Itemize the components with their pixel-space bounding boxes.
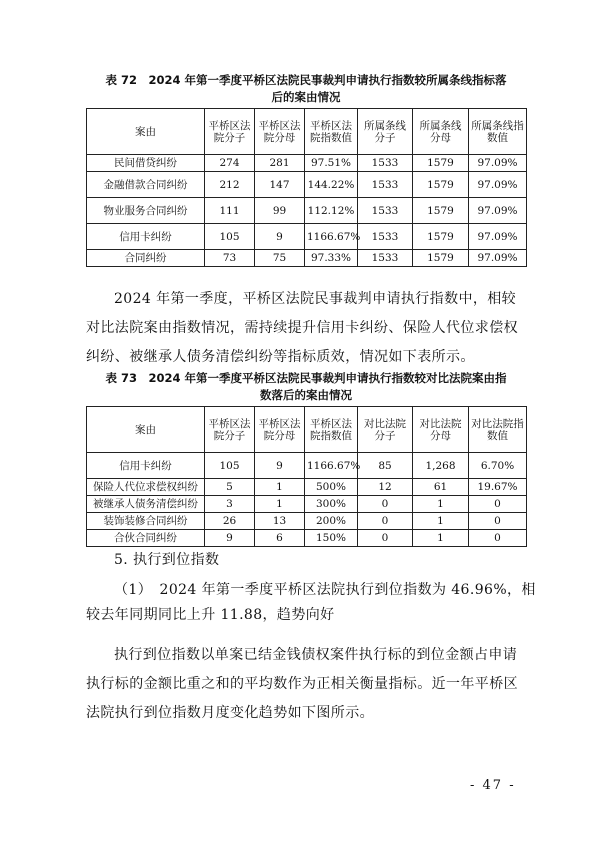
- table-cell: 19.67%: [469, 479, 527, 496]
- row-label-cell: 合伙合同纠纷: [87, 530, 205, 547]
- table-cell: 97.09%: [469, 250, 527, 267]
- table-cell: 3: [205, 496, 255, 513]
- table-cell: 73: [205, 250, 255, 267]
- table-73-caption-line2: 数落后的案由情况: [260, 388, 352, 402]
- table-cell: 1579: [413, 250, 469, 267]
- column-header: 所属条线指数值: [469, 109, 527, 155]
- table-cell: 1: [413, 513, 469, 530]
- table-cell: 0: [469, 530, 527, 547]
- subheading-line2: 较去年同期同比上升 11.88，趋势向好: [86, 607, 335, 623]
- table-cell: 97.09%: [469, 155, 527, 172]
- table-cell: 281: [255, 155, 305, 172]
- table-cell: 1: [413, 496, 469, 513]
- table-cell: 1,268: [413, 453, 469, 479]
- table-cell: 1166.67%: [305, 453, 358, 479]
- table-cell: 13: [255, 513, 305, 530]
- row-label-cell: 信用卡纠纷: [87, 224, 205, 250]
- table-cell: 1: [255, 496, 305, 513]
- table-cell: 99: [255, 198, 305, 224]
- table-cell: 97.33%: [305, 250, 358, 267]
- table-72-caption-line2: 后的案由情况: [271, 90, 341, 104]
- table-73-caption-line1: 表 73 2024 年第一季度平桥区法院民事裁判申请执行指数较对比法院案由指: [105, 371, 507, 385]
- page-number: - 47 -: [470, 778, 516, 793]
- table-row: [87, 513, 527, 530]
- table-cell: 1533: [358, 224, 413, 250]
- table-72: [86, 108, 527, 267]
- table-cell: 0: [358, 496, 413, 513]
- table-cell: 97.09%: [469, 198, 527, 224]
- table-cell: 85: [358, 453, 413, 479]
- row-label-cell: 装饰装修合同纠纷: [87, 513, 205, 530]
- table-row: [87, 453, 527, 479]
- table-cell: 0: [358, 530, 413, 547]
- section-heading: 5. 执行到位指数: [114, 552, 220, 568]
- table-cell: 1579: [413, 224, 469, 250]
- table-cell: 1: [413, 530, 469, 547]
- row-label-cell: 民间借贷纠纷: [87, 155, 205, 172]
- table-cell: 1579: [413, 198, 469, 224]
- table-cell: 0: [469, 513, 527, 530]
- row-label-cell: 被继承人债务清偿纠纷: [87, 496, 205, 513]
- column-header: 平桥区法院分子: [205, 109, 255, 155]
- column-header: 平桥区法院分母: [255, 407, 305, 453]
- table-row: [87, 198, 527, 224]
- table-row: [87, 530, 527, 547]
- row-label-cell: 信用卡纠纷: [87, 453, 205, 479]
- row-label-cell: 合同纠纷: [87, 250, 205, 267]
- column-header: 所属条线分母: [413, 109, 469, 155]
- table-cell: 75: [255, 250, 305, 267]
- table-row: [87, 250, 527, 267]
- column-header: 案由: [87, 407, 205, 453]
- table-row: [87, 172, 527, 198]
- table-cell: 274: [205, 155, 255, 172]
- paragraph-execution: 执行到位指数以单案已结金钱债权案件执行标的到位金额占申请执行标的金额比重之和的平均数作为正相关衡量指标。近一年平桥区法院执行到位指数月度变化趋势如下图所示。: [86, 647, 518, 721]
- table-cell: 105: [205, 224, 255, 250]
- table-row: [87, 224, 527, 250]
- column-header: 平桥区法院指数值: [305, 407, 358, 453]
- table-cell: 1579: [413, 172, 469, 198]
- column-header: 平桥区法院分母: [255, 109, 305, 155]
- table-cell: 147: [255, 172, 305, 198]
- table-header-row: [87, 109, 527, 155]
- table-cell: 112.12%: [305, 198, 358, 224]
- table-cell: 97.09%: [469, 172, 527, 198]
- subheading-line1: （1） 2024 年第一季度平桥区法院执行到位指数为 46.96%，相: [114, 582, 536, 598]
- table-header-row: [87, 407, 527, 453]
- table-cell: 12: [358, 479, 413, 496]
- column-header: 平桥区法院分子: [205, 407, 255, 453]
- table-cell: 500%: [305, 479, 358, 496]
- table-cell: 9: [205, 530, 255, 547]
- column-header: 平桥区法院指数值: [305, 109, 358, 155]
- table-cell: 1533: [358, 198, 413, 224]
- table-row: [87, 479, 527, 496]
- table-cell: 5: [205, 479, 255, 496]
- table-73-caption: [86, 370, 526, 404]
- row-label-cell: 金融借款合同纠纷: [87, 172, 205, 198]
- table-cell: 1533: [358, 250, 413, 267]
- table-cell: 150%: [305, 530, 358, 547]
- row-label-cell: 保险人代位求偿权纠纷: [87, 479, 205, 496]
- column-header: 对比法院分子: [358, 407, 413, 453]
- table-cell: 212: [205, 172, 255, 198]
- table-cell: 1: [255, 479, 305, 496]
- table-cell: 97.09%: [469, 224, 527, 250]
- table-cell: 0: [469, 496, 527, 513]
- table-cell: 200%: [305, 513, 358, 530]
- table-cell: 1533: [358, 155, 413, 172]
- table-row: [87, 155, 527, 172]
- table-cell: 26: [205, 513, 255, 530]
- table-cell: 9: [255, 224, 305, 250]
- table-cell: 111: [205, 198, 255, 224]
- table-73: [86, 406, 527, 547]
- table-cell: 1579: [413, 155, 469, 172]
- table-cell: 61: [413, 479, 469, 496]
- row-label-cell: 物业服务合同纠纷: [87, 198, 205, 224]
- table-cell: 6.70%: [469, 453, 527, 479]
- column-header: 对比法院分母: [413, 407, 469, 453]
- table-row: [87, 496, 527, 513]
- table-72-caption: [86, 72, 526, 106]
- table-cell: 1533: [358, 172, 413, 198]
- column-header: 所属条线分子: [358, 109, 413, 155]
- table-cell: 0: [358, 513, 413, 530]
- paragraph-intro: 2024 年第一季度，平桥区法院民事裁判申请执行指数中，相较对比法院案由指数情况，需持续提升信用卡纠纷、保险人代位求偿权纠纷、被继承人债务清偿纠纷等指标质效，情况如下表所示。: [86, 291, 518, 365]
- table-72-caption-line1: 表 72 2024 年第一季度平桥区法院民事裁判申请执行指数较所属条线指标落: [105, 73, 507, 87]
- column-header: 案由: [87, 109, 205, 155]
- table-cell: 300%: [305, 496, 358, 513]
- table-cell: 97.51%: [305, 155, 358, 172]
- table-cell: 105: [205, 453, 255, 479]
- table-cell: 6: [255, 530, 305, 547]
- table-cell: 1166.67%: [305, 224, 358, 250]
- table-cell: 9: [255, 453, 305, 479]
- table-cell: 144.22%: [305, 172, 358, 198]
- column-header: 对比法院指数值: [469, 407, 527, 453]
